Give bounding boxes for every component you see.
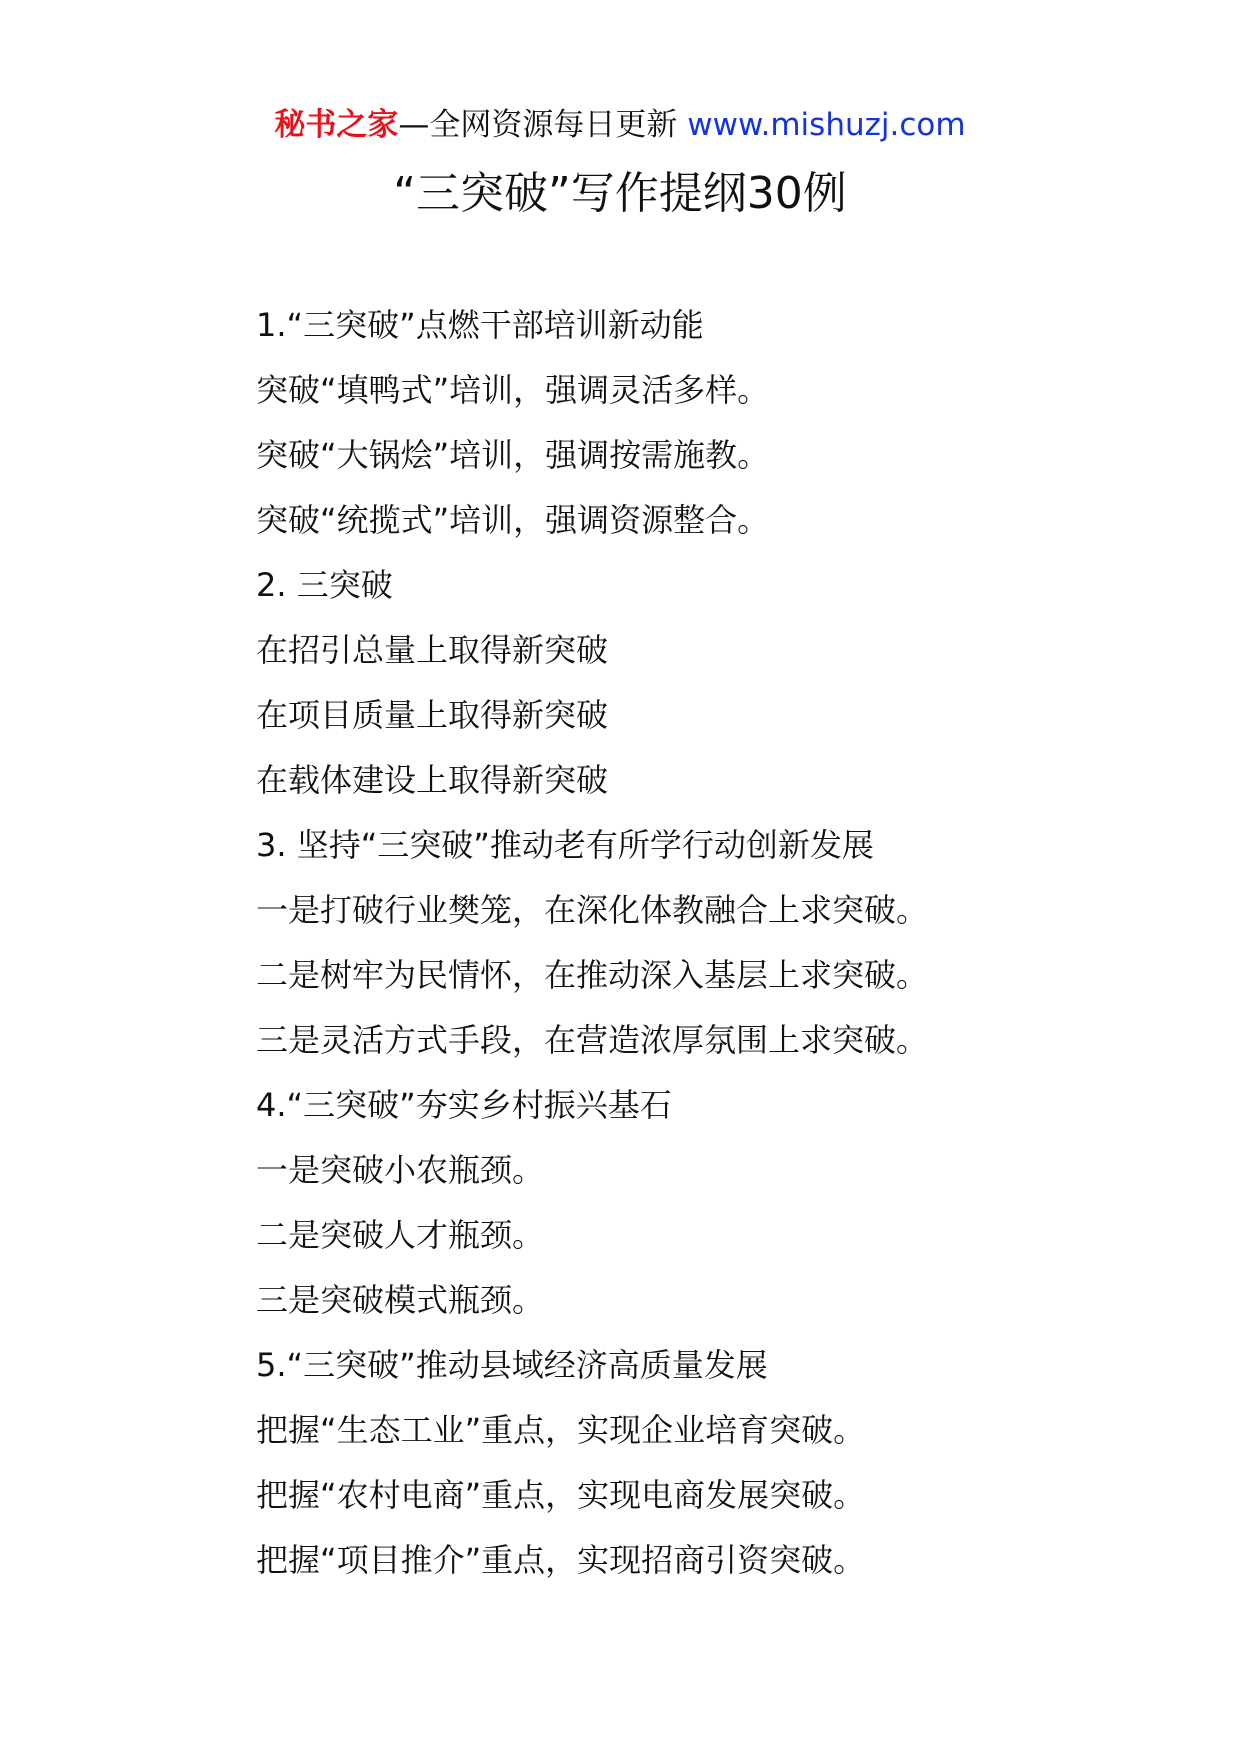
body-line: 把握“生态工业”重点，实现企业培育突破。 bbox=[256, 1411, 866, 1449]
section-heading-3: 3. 坚持“三突破”推动老有所学行动创新发展 bbox=[256, 826, 874, 864]
body-line: 三是灵活方式手段，在营造浓厚氛围上求突破。 bbox=[256, 1021, 929, 1059]
body-line: 在项目质量上取得新突破 bbox=[256, 696, 609, 734]
section-heading-1: 1.“三突破”点燃干部培训新动能 bbox=[256, 306, 704, 344]
body-line: 突破“填鸭式”培训，强调灵活多样。 bbox=[256, 371, 770, 409]
brand-name: 秘书之家 bbox=[274, 107, 399, 143]
body-line: 二是树牢为民情怀，在推动深入基层上求突破。 bbox=[256, 956, 929, 994]
body-line: 一是突破小农瓶颈。 bbox=[256, 1151, 545, 1189]
body-line: 在招引总量上取得新突破 bbox=[256, 631, 609, 669]
document-title: “三突破”写作提纲30例 bbox=[393, 168, 847, 219]
body-line: 突破“统揽式”培训，强调资源整合。 bbox=[256, 501, 770, 539]
body-line: 突破“大锅烩”培训，强调按需施教。 bbox=[256, 436, 770, 474]
section-heading-2: 2. 三突破 bbox=[256, 566, 393, 604]
header-tagline: —全网资源每日更新 bbox=[398, 107, 688, 143]
section-heading-5: 5.“三突破”推动县域经济高质量发展 bbox=[256, 1346, 768, 1384]
body-line: 一是打破行业樊笼，在深化体教融合上求突破。 bbox=[256, 891, 929, 929]
section-heading-4: 4.“三突破”夯实乡村振兴基石 bbox=[256, 1086, 672, 1124]
site-header bbox=[0, 100, 1240, 150]
document-body bbox=[256, 293, 1196, 1593]
body-line: 二是突破人才瓶颈。 bbox=[256, 1216, 545, 1254]
body-line: 在载体建设上取得新突破 bbox=[256, 761, 609, 799]
body-line: 三是突破模式瓶颈。 bbox=[256, 1281, 545, 1319]
body-line: 把握“项目推介”重点，实现招商引资突破。 bbox=[256, 1541, 866, 1579]
site-url-link[interactable]: www.mishuzj.com bbox=[687, 107, 966, 143]
body-line: 把握“农村电商”重点，实现电商发展突破。 bbox=[256, 1476, 866, 1514]
